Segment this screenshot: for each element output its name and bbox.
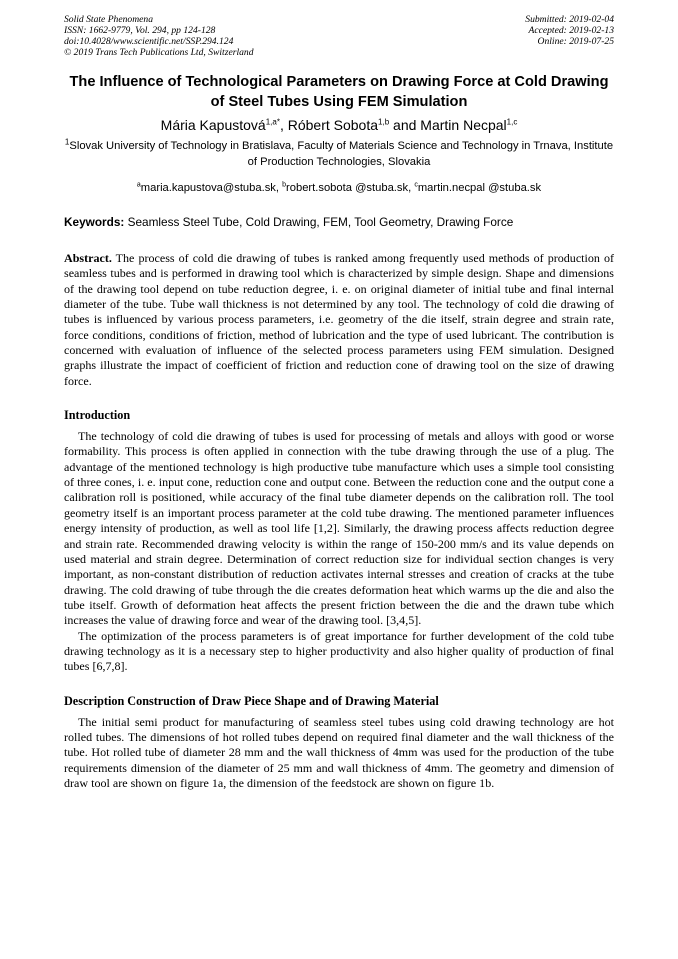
- section-heading-description: Description Construction of Draw Piece Shape and of Drawing Material: [64, 693, 439, 708]
- abstract: [64, 251, 614, 389]
- abstract-label: Abstract.: [64, 251, 112, 265]
- email-mark: b: [282, 181, 287, 189]
- paper-title: The Influence of Technological Parameters on Drawing Force at Cold Drawing of Steel Tubes Using FEM Simulation: [69, 74, 609, 110]
- author-affiliation-mark: 1,b: [378, 117, 390, 127]
- author-affiliation-mark: 1,a*: [265, 117, 280, 127]
- journal-issn: ISSN: 1662-9779, Vol. 294, pp 124-128: [64, 25, 216, 36]
- accepted-date: Accepted: 2019-02-13: [528, 25, 614, 36]
- journal-header: [64, 14, 614, 58]
- paper-page: [64, 14, 614, 791]
- author-name: Mária Kapustová: [160, 117, 266, 133]
- author-emails: [64, 181, 614, 196]
- paragraph: The initial semi product for manufacturing of seamless steel tubes using cold drawing technology are hot rolled tubes. The dimensions of hot rolled tubes depend on required final diameter and the wall thickness of the tube. Hot rolled tube of diameter 28 mm and the wall thickness of 4mm was used for the production of the tube requirements dimension of the diameter of 25 mm and wall thickness of 4mm. The geometry and dimension of draw tool are shown on figure 1a, the dimension of the feedstock are shown on figure 1b.: [64, 714, 614, 790]
- keywords-label: Keywords:: [64, 215, 125, 229]
- author-name: Martin Necpal: [420, 117, 507, 133]
- journal-info: [64, 14, 254, 58]
- section-heading-introduction: Introduction: [64, 408, 131, 423]
- affiliation: [64, 139, 614, 170]
- submission-dates: [525, 14, 614, 58]
- paragraph: The technology of cold die drawing of tubes is used for processing of metals and alloys with good or worse formability. This process is often applied in connection with the tube drawing through the use of a plug. The advantage of the mentioned technology is high productive tube manufacture which uses a simple tool consisting of three cones, i. e. input cone, reduction cone and output cone. Between the reduction cone and the output cone a calibration roll is positioned, while accuracy of the final tube diameter depends on the calibration roll. The tool geometry itself is an important process parameter at the cold tube drawing. The mentioned parameter influences energy intensity of production, as well as tool life [1,2]. Similarly, the drawing process affects reduction degree and strain rate. Recommended drawing velocity is within the range of 150-200 mm/s and its value depends on used material and strain degree. Determination of correct reduction size for individual section changes is very important, as non-constant distribution of reduction activates internal stresses and creation of cracks at the tube drawing. The cold drawing of tube through the die creates deformation heat which warms up the die and also the tube itself. Growth of deformation heat affects the present friction between the die and the drawn tube which increases the value of drawing force and wear of the drawing tool. [3,4,5].: [64, 429, 614, 628]
- keywords: [64, 215, 614, 230]
- description-section: [64, 715, 614, 792]
- abstract-text: The process of cold die drawing of tubes is ranked among frequently used methods of production of seamless tubes and is performed in drawing tool which is characterized by simple design. Shape and dimensions of the drawing tool depend on tube reduction degree, i. e. on original diameter of initial tube and final internal diameter of the tube. Tube wall thickness is not determined by any tool. The technology of cold die drawing of tubes is influenced by various process parameters, i.e. geometry of the die itself, strain degree and strain rate, force conditions, conditions of friction, method of lubrication and the type of used lubricant. The contribution is concerned with evaluation of influence of the selected process parameters using FEM simulation. Designed graphs illustrate the impact of coefficient of friction and reduction cone of drawing tool on the size of drawing force.: [64, 251, 614, 388]
- email-mark: a: [136, 181, 141, 189]
- author-list: [64, 115, 614, 135]
- affiliation-text: Slovak University of Technology in Bratislava, Faculty of Materials Science and Technology in Trnava, Institute of Production Technologies, Slovakia: [69, 140, 614, 168]
- author-affiliation-mark: 1,c: [506, 117, 518, 127]
- online-date: Online: 2019-07-25: [537, 36, 614, 47]
- paragraph: The optimization of the process parameters is of great importance for further development of the cold tube drawing technology as it is a necessary step to higher productivity and also higher quality of production of final tubes [6,7,8].: [64, 628, 614, 674]
- journal-doi: doi:10.4028/www.scientific.net/SSP.294.124: [64, 36, 234, 47]
- journal-copyright: © 2019 Trans Tech Publications Ltd, Switzerland: [64, 47, 254, 58]
- introduction-section: [64, 429, 614, 675]
- email-link[interactable]: robert.sobota @stuba.sk,: [286, 182, 415, 194]
- keywords-text: Seamless Steel Tube, Cold Drawing, FEM, Tool Geometry, Drawing Force: [124, 215, 514, 229]
- affiliation-mark: 1: [64, 137, 70, 147]
- submitted-date: Submitted: 2019-02-04: [525, 14, 614, 25]
- author-name: Róbert Sobota: [287, 117, 379, 133]
- email-link[interactable]: maria.kapustova@stuba.sk,: [140, 182, 283, 194]
- author-separator: ,: [279, 117, 288, 133]
- journal-name: Solid State Phenomena: [64, 14, 153, 25]
- author-separator: and: [389, 117, 421, 133]
- email-link[interactable]: martin.necpal @stuba.sk: [417, 182, 542, 194]
- email-mark: c: [414, 181, 418, 189]
